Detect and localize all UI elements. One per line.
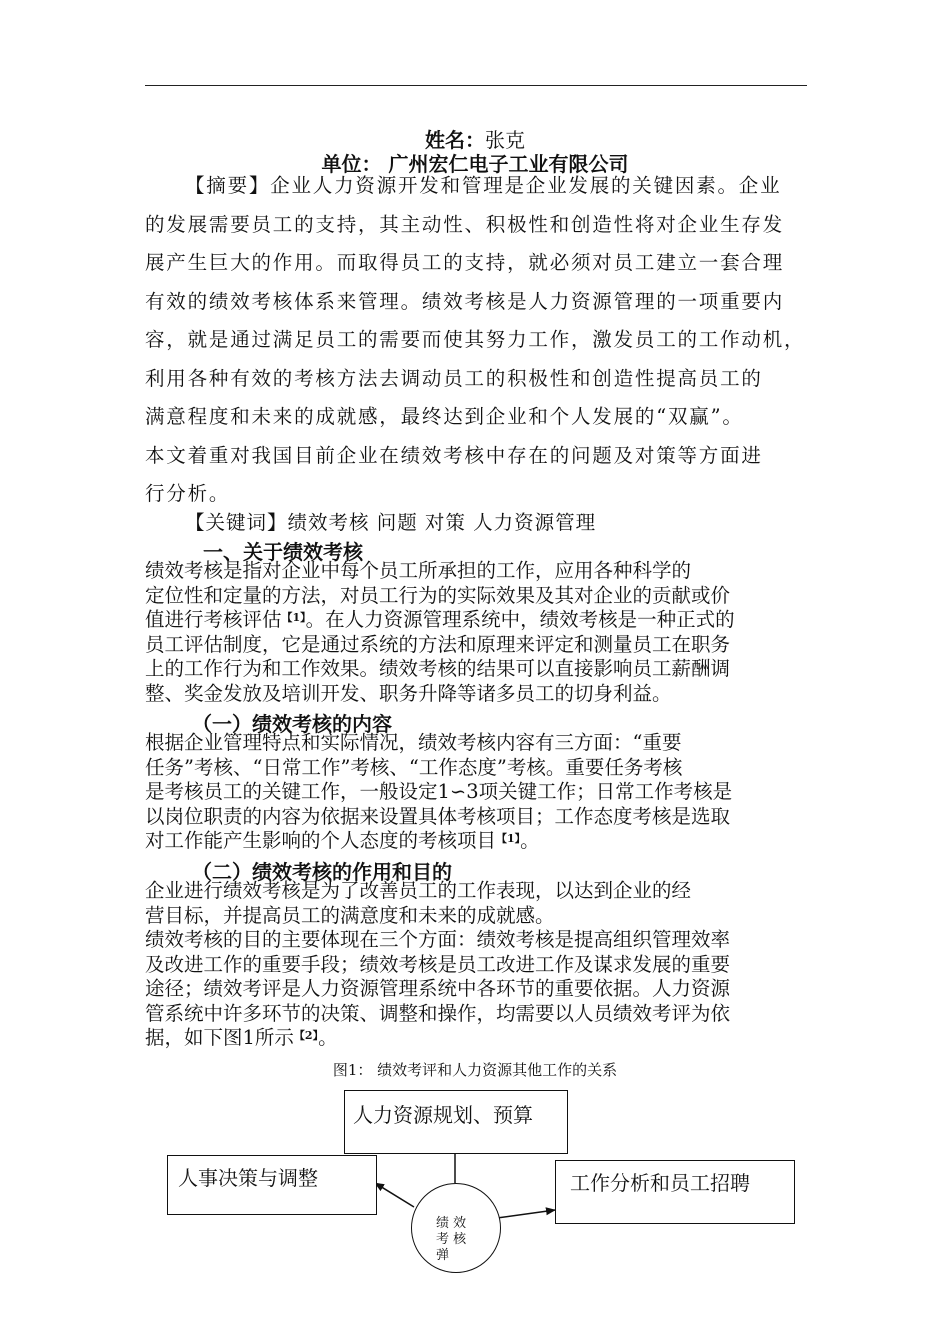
paragraph-line: 及改进工作的重要手段；绩效考核是员工改进工作及谋求发展的重要 [145,952,731,976]
section-heading-1: 一、关于绩效考核 [203,540,363,564]
diagram-box-job-analysis [555,1160,795,1224]
paragraph-text: 。在人力资源管理系统中，绩效考核是一种正式的 [305,608,735,631]
diagram-circle-performance [411,1183,501,1273]
abstract-line: 的发展需要员工的支持，其主动性、积极性和创造性将对企业生存发 [145,212,785,236]
citation-ref: 【1】 [281,611,306,624]
paragraph-line: 员工评估制度，它是通过系统的方法和原理来评定和测量员工在职务 [145,632,731,656]
abstract-line: 有效的绩效考核体系来管理。绩效考核是人力资源管理的一项重要内 [145,289,785,313]
paragraph-line: 营目标，并提高员工的满意度和未来的成就感。 [145,903,555,927]
box-label: 工作分析和员工招聘 [570,1171,750,1195]
abstract-line: 【摘要】企业人力资源开发和管理是企业发展的关键因素。企业 [185,174,782,197]
paragraph-text: 。 [318,1026,338,1049]
paragraph-text: 值进行考核评估 [145,608,282,631]
paragraph-line: 整、奖金发放及培训开发、职务升降等诸多员工的切身利益。 [145,681,672,705]
keywords-line: 【关键词】绩效考核 问题 对策 人力资源管理 [185,511,597,534]
figure-caption: 图1： 绩效考评和人力资源其他工作的关系 [332,1061,618,1079]
arrow-to-left [375,1183,414,1207]
abstract-line: 满意程度和未来的成就感，最终达到企业和个人发展的“双赢”。 [145,405,744,428]
paragraph-line: 定位性和定量的方法，对员工行为的实际效果及其对企业的贡献或价 [145,583,731,607]
abstract-line: 本文着重对我国目前企业在绩效考核中存在的问题及对策等方面进 [145,443,763,467]
subsection-heading-1: （一）绩效考核的内容 [192,712,392,736]
paragraph-line: 途径；绩效考评是人力资源管理系统中各环节的重要依据。人力资源 [145,977,731,1000]
citation-ref: 【2】 [293,1029,319,1042]
paragraph-line: 以岗位职责的内容为依据来设置具体考核项目；工作态度考核是选取 [145,804,731,828]
arrow-to-right [497,1210,555,1218]
name-value: 张克 [485,128,525,152]
author-unit-line: 单位： 广州宏仁电子工业有限公司 [321,152,629,176]
subsection-heading-2: （二）绩效考核的作用和目的 [192,860,452,884]
box-label: 人力资源规划、预算 [353,1103,533,1127]
paragraph-line: 绩效考核的目的主要体现在三个方面：绩效考核是提高组织管理效率 [145,928,731,951]
diagram-box-personnel-decisions [167,1155,377,1215]
box-label: 人事决策与调整 [178,1166,318,1190]
paragraph-line: 根据企业管理特点和实际情况，绩效考核内容有三方面：“重要 [145,731,682,754]
paragraph-line: 任务”考核、“日常工作”考核、“工作态度”考核。重要任务考核 [145,755,683,779]
paragraph-text: 。 [520,829,540,852]
paragraph-line: 管系统中许多环节的决策、调整和操作，均需要以人员绩效考评为依 [145,1001,731,1025]
paragraph-line: 绩效考核是指对企业中每个员工所承担的工作，应用各种科学的 [145,559,692,582]
diagram-box-hr-planning [344,1090,568,1154]
name-label: 姓名： [425,128,485,152]
circle-label: 绩 效 [436,1216,467,1231]
abstract-line: 利用各种有效的考核方法去调动员工的积极性和创造性提高员工的 [145,366,763,390]
circle-label: 考 核 [436,1232,467,1247]
paragraph-line: 上的工作行为和工作效果。绩效考核的结果可以直接影响员工薪酬调 [145,657,731,680]
abstract-line: 容，就是通过满足员工的需要而使其努力工作，激发员工的工作动机， [145,328,806,351]
paragraph-line: 是考核员工的关键工作，一般设定1∽3项关键工作；日常工作考核是 [145,780,733,803]
paragraph-line: 企业进行绩效考核是为了改善员工的工作表现，以达到企业的经 [145,879,692,902]
paragraph-text: 据，如下图1所示 [145,1026,294,1049]
paragraph-text: 对工作能产生影响的个人态度的考核项目 [145,829,497,852]
citation-ref: 【1】 [496,832,521,845]
circle-label: 弹 [436,1248,450,1263]
abstract-line: 展产生巨大的作用。而取得员工的支持，就必须对员工建立一套合理 [145,251,785,274]
abstract-line: 行分析。 [145,482,231,505]
